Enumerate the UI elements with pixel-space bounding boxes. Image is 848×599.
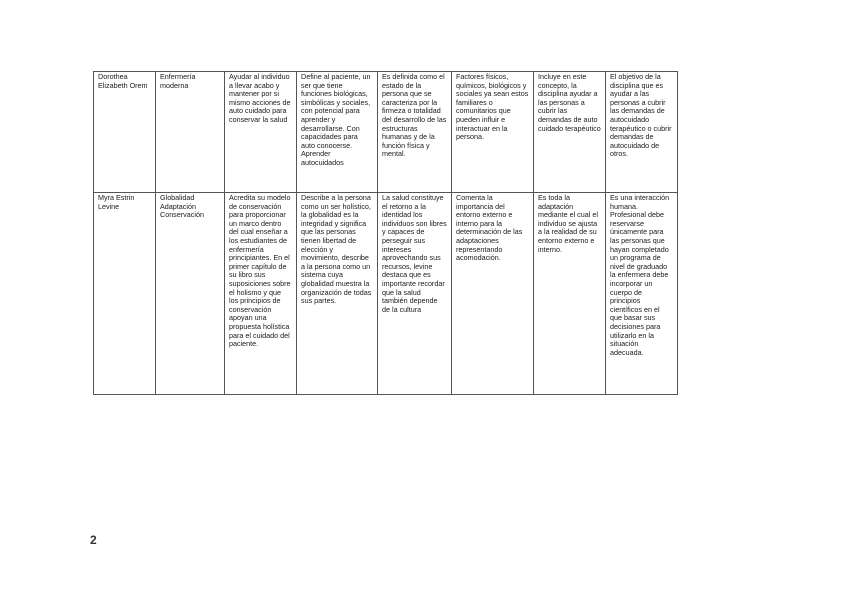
table-cell-person: Define al paciente, un ser que tiene funciones biológicas, simbólicas y sociales, con potencial para aprender y desarrollarse. Con capacidades para auto conocerse. Aprender autocuidados <box>297 72 378 193</box>
table-cell-author: Dorothea Elizabeth Orem <box>94 72 156 193</box>
table-row <box>94 193 678 395</box>
table-cell-environment: Factores físicos, químicos, biológicos y sociales ya sean estos familiares o comunitarios que pueden influir e interactuar en la persona. <box>452 72 534 193</box>
table-cell-goal: Acredita su modelo de conservación para proporcionar un marco dentro del cual enseñar a los estudiantes de enfermería principiantes. En el primer capítulo de su libro sus suposiciones sobre el holismo y que los principios de conservación apoyan una propuesta holística para el cuidado del paciente. <box>225 193 297 395</box>
page-number: 2 <box>90 533 97 547</box>
table-cell-goal: Ayudar al individuo a llevar acabo y mantener por si mismo acciones de auto cuidado para conservar la salud <box>225 72 297 193</box>
table-cell-author: Myra Estrin Levine <box>94 193 156 395</box>
table-cell-person: Describe a la persona como un ser holístico, la globalidad es la integridad y significa que las personas tienen libertad de elección y movimiento, describe a la persona como un sistema cuya globalidad muestra la organización de todas sus partes. <box>297 193 378 395</box>
table-cell-health: Es definida como el estado de la persona que se caracteriza por la firmeza o totalidad del desarrollo de las estructuras humanas y de la función física y mental. <box>378 72 452 193</box>
theories-table <box>93 71 678 395</box>
table-cell-discipline: El objetivo de la disciplina que es ayudar a las personas a cubrir las demandas de autocuidado terapéutico o cubrir demandas de autocuidado de otros. <box>606 72 678 193</box>
table-cell-nursing: Es toda la adaptación mediante el cual el individuo se ajusta a la realidad de su entorno externo e interno. <box>534 193 606 395</box>
table-cell-discipline: Es una interacción humana. Profesional debe reservarse únicamente para las personas que hayan completado un programa de nivel de graduado la enfermera debe incorporar un cuerpo de principios científicos en el que basar sus decisiones para utilizarlo en la situación adecuada. <box>606 193 678 395</box>
table-cell-nursing: Incluye en este concepto, la disciplina ayudar a las personas a cubrir las demandas de auto cuidado terapéutico <box>534 72 606 193</box>
table-cell-health: La salud constituye el retorno a la identidad los individuos son libres y capaces de perseguir sus intereses aprovechando sus recursos, levine destaca que es importante recordar que la salud también depende de la cultura <box>378 193 452 395</box>
table-row <box>94 72 678 193</box>
table-cell-model: Enfermería moderna <box>156 72 225 193</box>
table-cell-model: Globalidad Adaptación Conservación <box>156 193 225 395</box>
table-cell-environment: Comenta la importancia del entorno externo e interno para la determinación de las adaptaciones representando acomodación. <box>452 193 534 395</box>
